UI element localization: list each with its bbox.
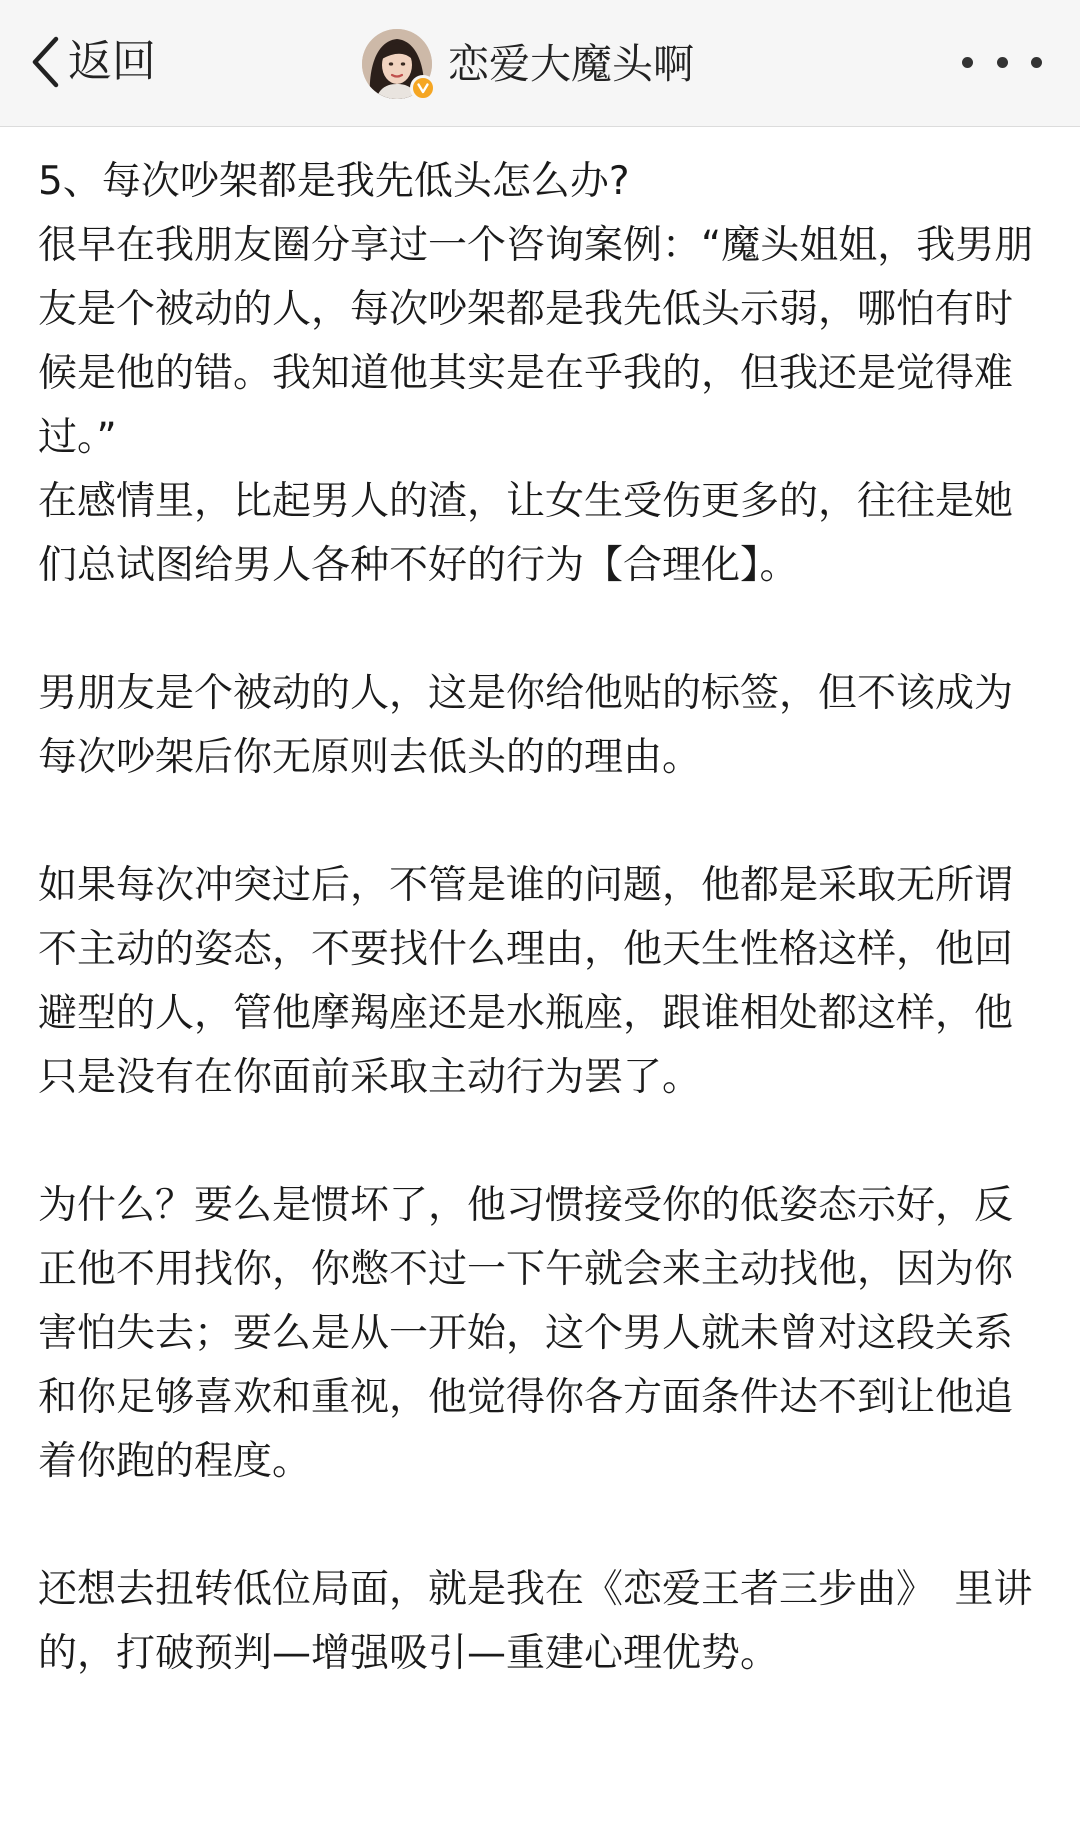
more-options-button[interactable] <box>962 40 1042 84</box>
post-paragraph: 为什么？要么是惯坏了，他习惯接受你的低姿态示好，反正他不用找你，你憋不过一下午就会来主动找他，因为你害怕失去；要么是从一开始，这个男人就未曾对这段关系和你足够喜欢和重视，他觉得你各方面条件达不到让他追着你跑的程度。 <box>38 1183 1014 1484</box>
paragraph-spacer <box>38 598 1050 662</box>
paragraph-spacer <box>38 1110 1050 1174</box>
more-dot-icon <box>997 57 1008 68</box>
username[interactable]: 恋爱大魔头啊 <box>448 40 694 88</box>
back-label: 返回 <box>68 36 156 87</box>
post-body <box>38 150 1050 1686</box>
more-dot-icon <box>1031 57 1042 68</box>
verified-badge-icon <box>410 75 436 101</box>
post-paragraph: 还想去扭转低位局面，就是我在《恋爱王者三步曲》 里讲的，打破预判—增强吸引—重建心理优势。 <box>38 1567 1033 1676</box>
post-paragraph: 5、每次吵架都是我先低头怎么办? 很早在我朋友圈分享过一个咨询案例：“魔头姐姐，我男朋友是个被动的人，每次吵架都是我先低头示弱，哪怕有时候是他的错。我知道他其实是在乎我的，但我还是觉得难过。” 在感情里，比起男人的渣，让女生受伤更多的，往往是她们总试图给男人各种不好的行为【合理化】。 <box>38 159 1034 588</box>
avatar[interactable] <box>362 29 432 99</box>
more-dot-icon <box>962 57 973 68</box>
paragraph-spacer <box>38 1494 1050 1558</box>
chevron-left-icon <box>30 36 60 88</box>
profile-header[interactable] <box>362 26 694 102</box>
paragraph-spacer <box>38 790 1050 854</box>
post-paragraph: 如果每次冲突过后，不管是谁的问题，他都是采取无所谓不主动的姿态，不要找什么理由，他天生性格这样，他回避型的人，管他摩羯座还是水瓶座，跟谁相处都这样，他只是没有在你面前采取主动行为罢了。 <box>38 863 1014 1100</box>
back-button[interactable] <box>30 30 156 94</box>
top-nav-bar <box>0 0 1080 127</box>
post-paragraph: 男朋友是个被动的人，这是你给他贴的标签，但不该成为每次吵架后你无原则去低头的的理由。 <box>38 671 1014 780</box>
